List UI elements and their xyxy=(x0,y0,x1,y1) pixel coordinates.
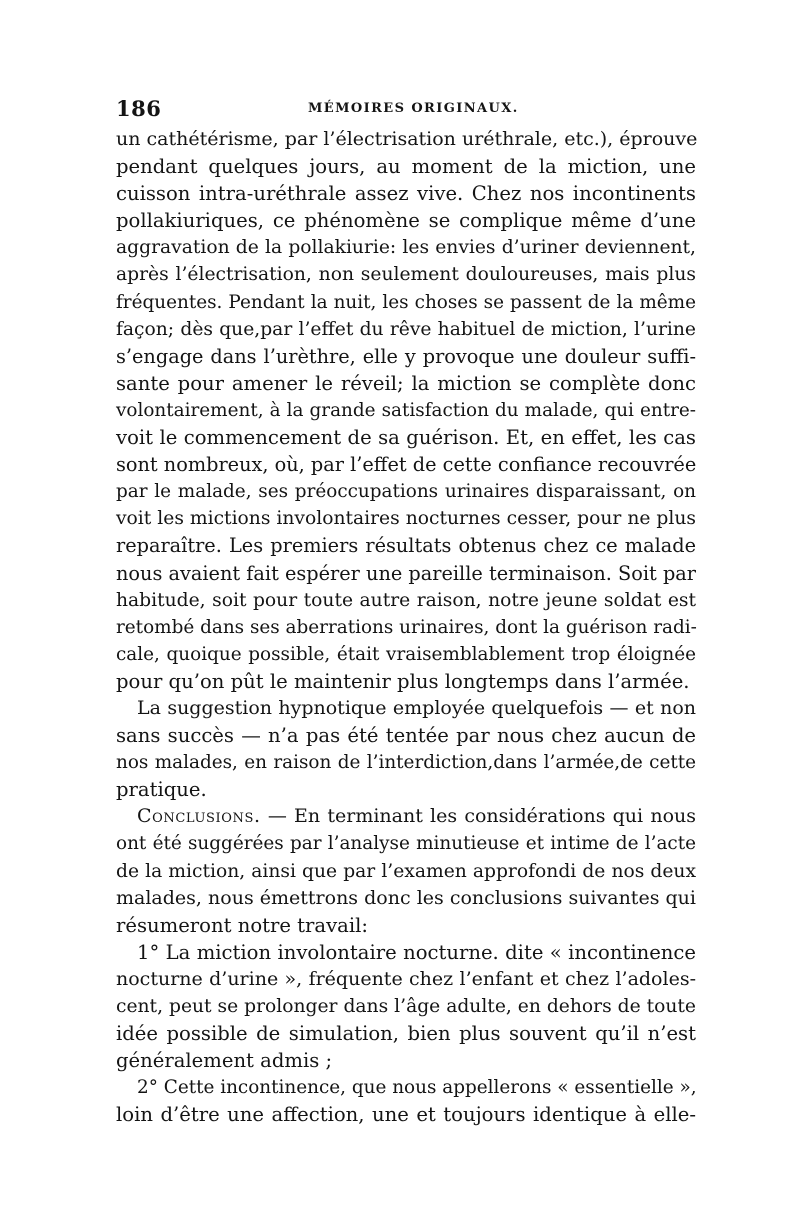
text-line: 1° La miction involontaire nocturne. dite « incontinence xyxy=(137,940,696,964)
text-line: cent, peut se prolonger dans l’âge adulte, en dehors de toute xyxy=(116,996,696,1017)
text-line: pour qu’on pût le maintenir plus longtemps dans l’armée. xyxy=(116,669,690,693)
text-line: sont nombreux, où, par l’effet de cette confiance recouvrée xyxy=(116,453,697,477)
text-line: La suggestion hypnotique employée quelquefois — et non xyxy=(137,696,696,719)
text-line: s’engage dans l’urèthre, elle y provoque une douleur suffi- xyxy=(116,344,696,368)
conclusions-heading: Conclusions. xyxy=(137,805,261,828)
text-line: nous avaient fait espérer une pareille terminaison. Soit par xyxy=(116,561,696,585)
text-line: 2° Cette incontinence, que nous appellerons « essentielle », xyxy=(137,1077,697,1099)
text-line: idée possible de simulation, bien plus souvent qu’il n’est xyxy=(116,1022,696,1046)
text-line: sans succès — n’a pas été tentée par nous chez aucun de xyxy=(116,724,696,748)
text-line: reparaître. Les premiers résultats obtenus chez ce malade xyxy=(116,534,696,558)
text-line: un cathétérisme, par l’électrisation uréthrale, etc.), éprouve xyxy=(116,128,698,150)
text-line: nos malades, en raison de l’interdiction,dans l’armée,de cette xyxy=(116,752,696,774)
text-line: ont été suggérées par l’analyse minutieuse et intime de l’acte xyxy=(116,833,696,855)
conclusions-lead: — En terminant les considérations qui nous xyxy=(260,805,696,828)
text-line: aggravation de la pollakiurie: les envies d’uriner deviennent, xyxy=(116,237,696,259)
text-line: pendant quelques jours, au moment de la miction, une xyxy=(116,155,696,179)
text-line: retombé dans ses aberrations urinaires, dont la guérison radi- xyxy=(116,616,697,638)
text-line: malades, nous émettrons donc les conclusions suivantes qui xyxy=(116,886,696,909)
text-line: pollakiuriques, ce phénomène se complique même d’une xyxy=(116,209,696,233)
conclusions-line xyxy=(116,803,696,830)
text-line: volontairement, à la grande satisfaction du malade, qui entre- xyxy=(116,399,696,421)
text-line: cale, quoique possible, était vraisemblablement trop éloignée xyxy=(116,643,696,665)
text-line: nocturne d’urine », fréquente chez l’enfant et chez l’adoles- xyxy=(116,967,696,990)
running-head: MÉMOIRES ORIGINAUX. xyxy=(308,101,519,116)
text-line: voit les mictions involontaires nocturnes cesser, pour ne plus xyxy=(116,508,696,530)
text-line: après l’électrisation, non seulement douloureuses, mais plus xyxy=(116,264,696,286)
text-line: fréquentes. Pendant la nuit, les choses se passent de la même xyxy=(116,291,696,313)
text-line: pratique. xyxy=(116,778,207,802)
text-line: résumeront notre travail: xyxy=(116,913,368,937)
text-line: par le malade, ses préoccupations urinaires disparaissant, on xyxy=(116,481,696,503)
text-line: sante pour amener le réveil; la miction se complète donc xyxy=(116,371,696,395)
text-line: généralement admis ; xyxy=(116,1049,333,1073)
page-header xyxy=(116,96,696,126)
body-text xyxy=(116,126,696,1128)
text-line: cuisson intra-uréthrale assez vive. Chez nos incontinents xyxy=(116,182,696,206)
page-number: 186 xyxy=(116,96,162,121)
text-line: façon; dès que,par l’effet du rêve habituel de miction, l’urine xyxy=(116,318,696,340)
text-line: loin d’être une affection, une et toujours identique à elle- xyxy=(116,1103,696,1127)
text-line: habitude, soit pour toute autre raison, notre jeune soldat est xyxy=(116,589,696,611)
text-line: voit le commencement de sa guérison. Et, en effet, les cas xyxy=(116,426,696,450)
text-line: de la miction, ainsi que par l’examen approfondi de nos deux xyxy=(116,860,696,882)
